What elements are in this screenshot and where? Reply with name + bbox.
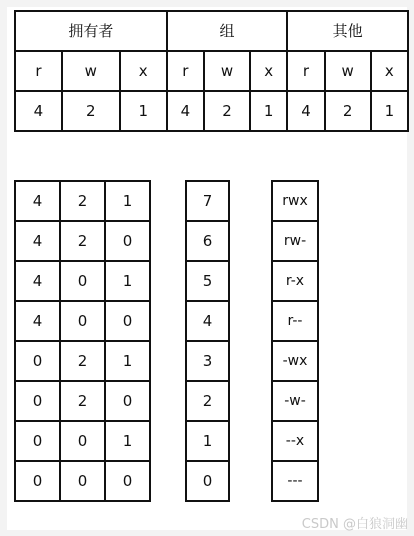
- letter-cell: x: [371, 51, 408, 91]
- bit-cell: 0: [105, 461, 150, 501]
- bit-cell: 1: [105, 181, 150, 221]
- symbolic-cell: r-x: [272, 261, 318, 301]
- table-row: [272, 341, 318, 381]
- table-row: [186, 341, 229, 381]
- letter-cell: r: [287, 51, 324, 91]
- bit-cell: 0: [60, 421, 105, 461]
- letter-cell: w: [204, 51, 250, 91]
- group-owner: 拥有者: [15, 11, 167, 51]
- table-row: [272, 181, 318, 221]
- bit-cell: 0: [105, 301, 150, 341]
- table-row: [272, 221, 318, 261]
- bit-cell: 0: [15, 341, 60, 381]
- symbolic-cell: -w-: [272, 381, 318, 421]
- table-row: [272, 461, 318, 501]
- decimal-cell: 3: [186, 341, 229, 381]
- table-row: [272, 421, 318, 461]
- bit-cell: 2: [60, 381, 105, 421]
- diagram-panel: [7, 7, 407, 530]
- bit-cell: 0: [60, 461, 105, 501]
- table-row: [15, 461, 150, 501]
- bit-cell: 0: [60, 261, 105, 301]
- table-row: [15, 421, 150, 461]
- decimal-cell: 7: [186, 181, 229, 221]
- decimal-cell: 5: [186, 261, 229, 301]
- bit-cell: 0: [105, 221, 150, 261]
- value-cell: 2: [62, 91, 120, 131]
- group-group: 组: [167, 11, 288, 51]
- table-row: [186, 421, 229, 461]
- decimal-cell: 0: [186, 461, 229, 501]
- decimal-cell: 2: [186, 381, 229, 421]
- table-row: [186, 261, 229, 301]
- group-other: 其他: [287, 11, 408, 51]
- value-cell: 2: [204, 91, 250, 131]
- table-row: [186, 461, 229, 501]
- value-cell: 1: [371, 91, 408, 131]
- value-cell: 1: [250, 91, 287, 131]
- table-row: [272, 381, 318, 421]
- symbolic-cell: ---: [272, 461, 318, 501]
- bit-cell: 0: [15, 421, 60, 461]
- bit-cell: 2: [60, 341, 105, 381]
- letter-cell: w: [325, 51, 371, 91]
- decimal-value-table: [185, 180, 230, 502]
- bit-cell: 0: [15, 381, 60, 421]
- bit-cell: 2: [60, 181, 105, 221]
- symbolic-permission-table: [271, 180, 319, 502]
- permission-header-table: [14, 10, 409, 132]
- table-row: [15, 381, 150, 421]
- table-row: [272, 261, 318, 301]
- table-row: [15, 301, 150, 341]
- bit-cell: 4: [15, 181, 60, 221]
- table-row: [186, 221, 229, 261]
- watermark: CSDN @白狼洞幽: [301, 517, 408, 532]
- value-cell: 4: [15, 91, 62, 131]
- decimal-cell: 4: [186, 301, 229, 341]
- table-row: [15, 181, 150, 221]
- bit-cell: 2: [60, 221, 105, 261]
- letter-cell: x: [250, 51, 287, 91]
- value-cell: 4: [287, 91, 324, 131]
- letter-cell: r: [15, 51, 62, 91]
- bit-cell: 0: [105, 381, 150, 421]
- value-cell: 4: [167, 91, 204, 131]
- symbolic-cell: -wx: [272, 341, 318, 381]
- bit-cell: 1: [105, 421, 150, 461]
- value-cell: 2: [325, 91, 371, 131]
- permission-letter-row: [15, 51, 408, 91]
- value-cell: 1: [120, 91, 167, 131]
- symbolic-cell: --x: [272, 421, 318, 461]
- letter-cell: r: [167, 51, 204, 91]
- bit-cell: 1: [105, 341, 150, 381]
- symbolic-cell: rwx: [272, 181, 318, 221]
- table-row: [186, 301, 229, 341]
- table-row: [186, 181, 229, 221]
- octal-bits-table: [14, 180, 151, 502]
- bit-cell: 4: [15, 261, 60, 301]
- table-row: [186, 381, 229, 421]
- table-row: [272, 301, 318, 341]
- bit-cell: 0: [15, 461, 60, 501]
- bit-cell: 4: [15, 221, 60, 261]
- table-row: [15, 261, 150, 301]
- table-row: [15, 341, 150, 381]
- letter-cell: w: [62, 51, 120, 91]
- permission-group-row: [15, 11, 408, 51]
- bit-cell: 4: [15, 301, 60, 341]
- table-row: [15, 221, 150, 261]
- decimal-cell: 6: [186, 221, 229, 261]
- bit-cell: 1: [105, 261, 150, 301]
- symbolic-cell: r--: [272, 301, 318, 341]
- permission-value-row: [15, 91, 408, 131]
- letter-cell: x: [120, 51, 167, 91]
- bit-cell: 0: [60, 301, 105, 341]
- symbolic-cell: rw-: [272, 221, 318, 261]
- decimal-cell: 1: [186, 421, 229, 461]
